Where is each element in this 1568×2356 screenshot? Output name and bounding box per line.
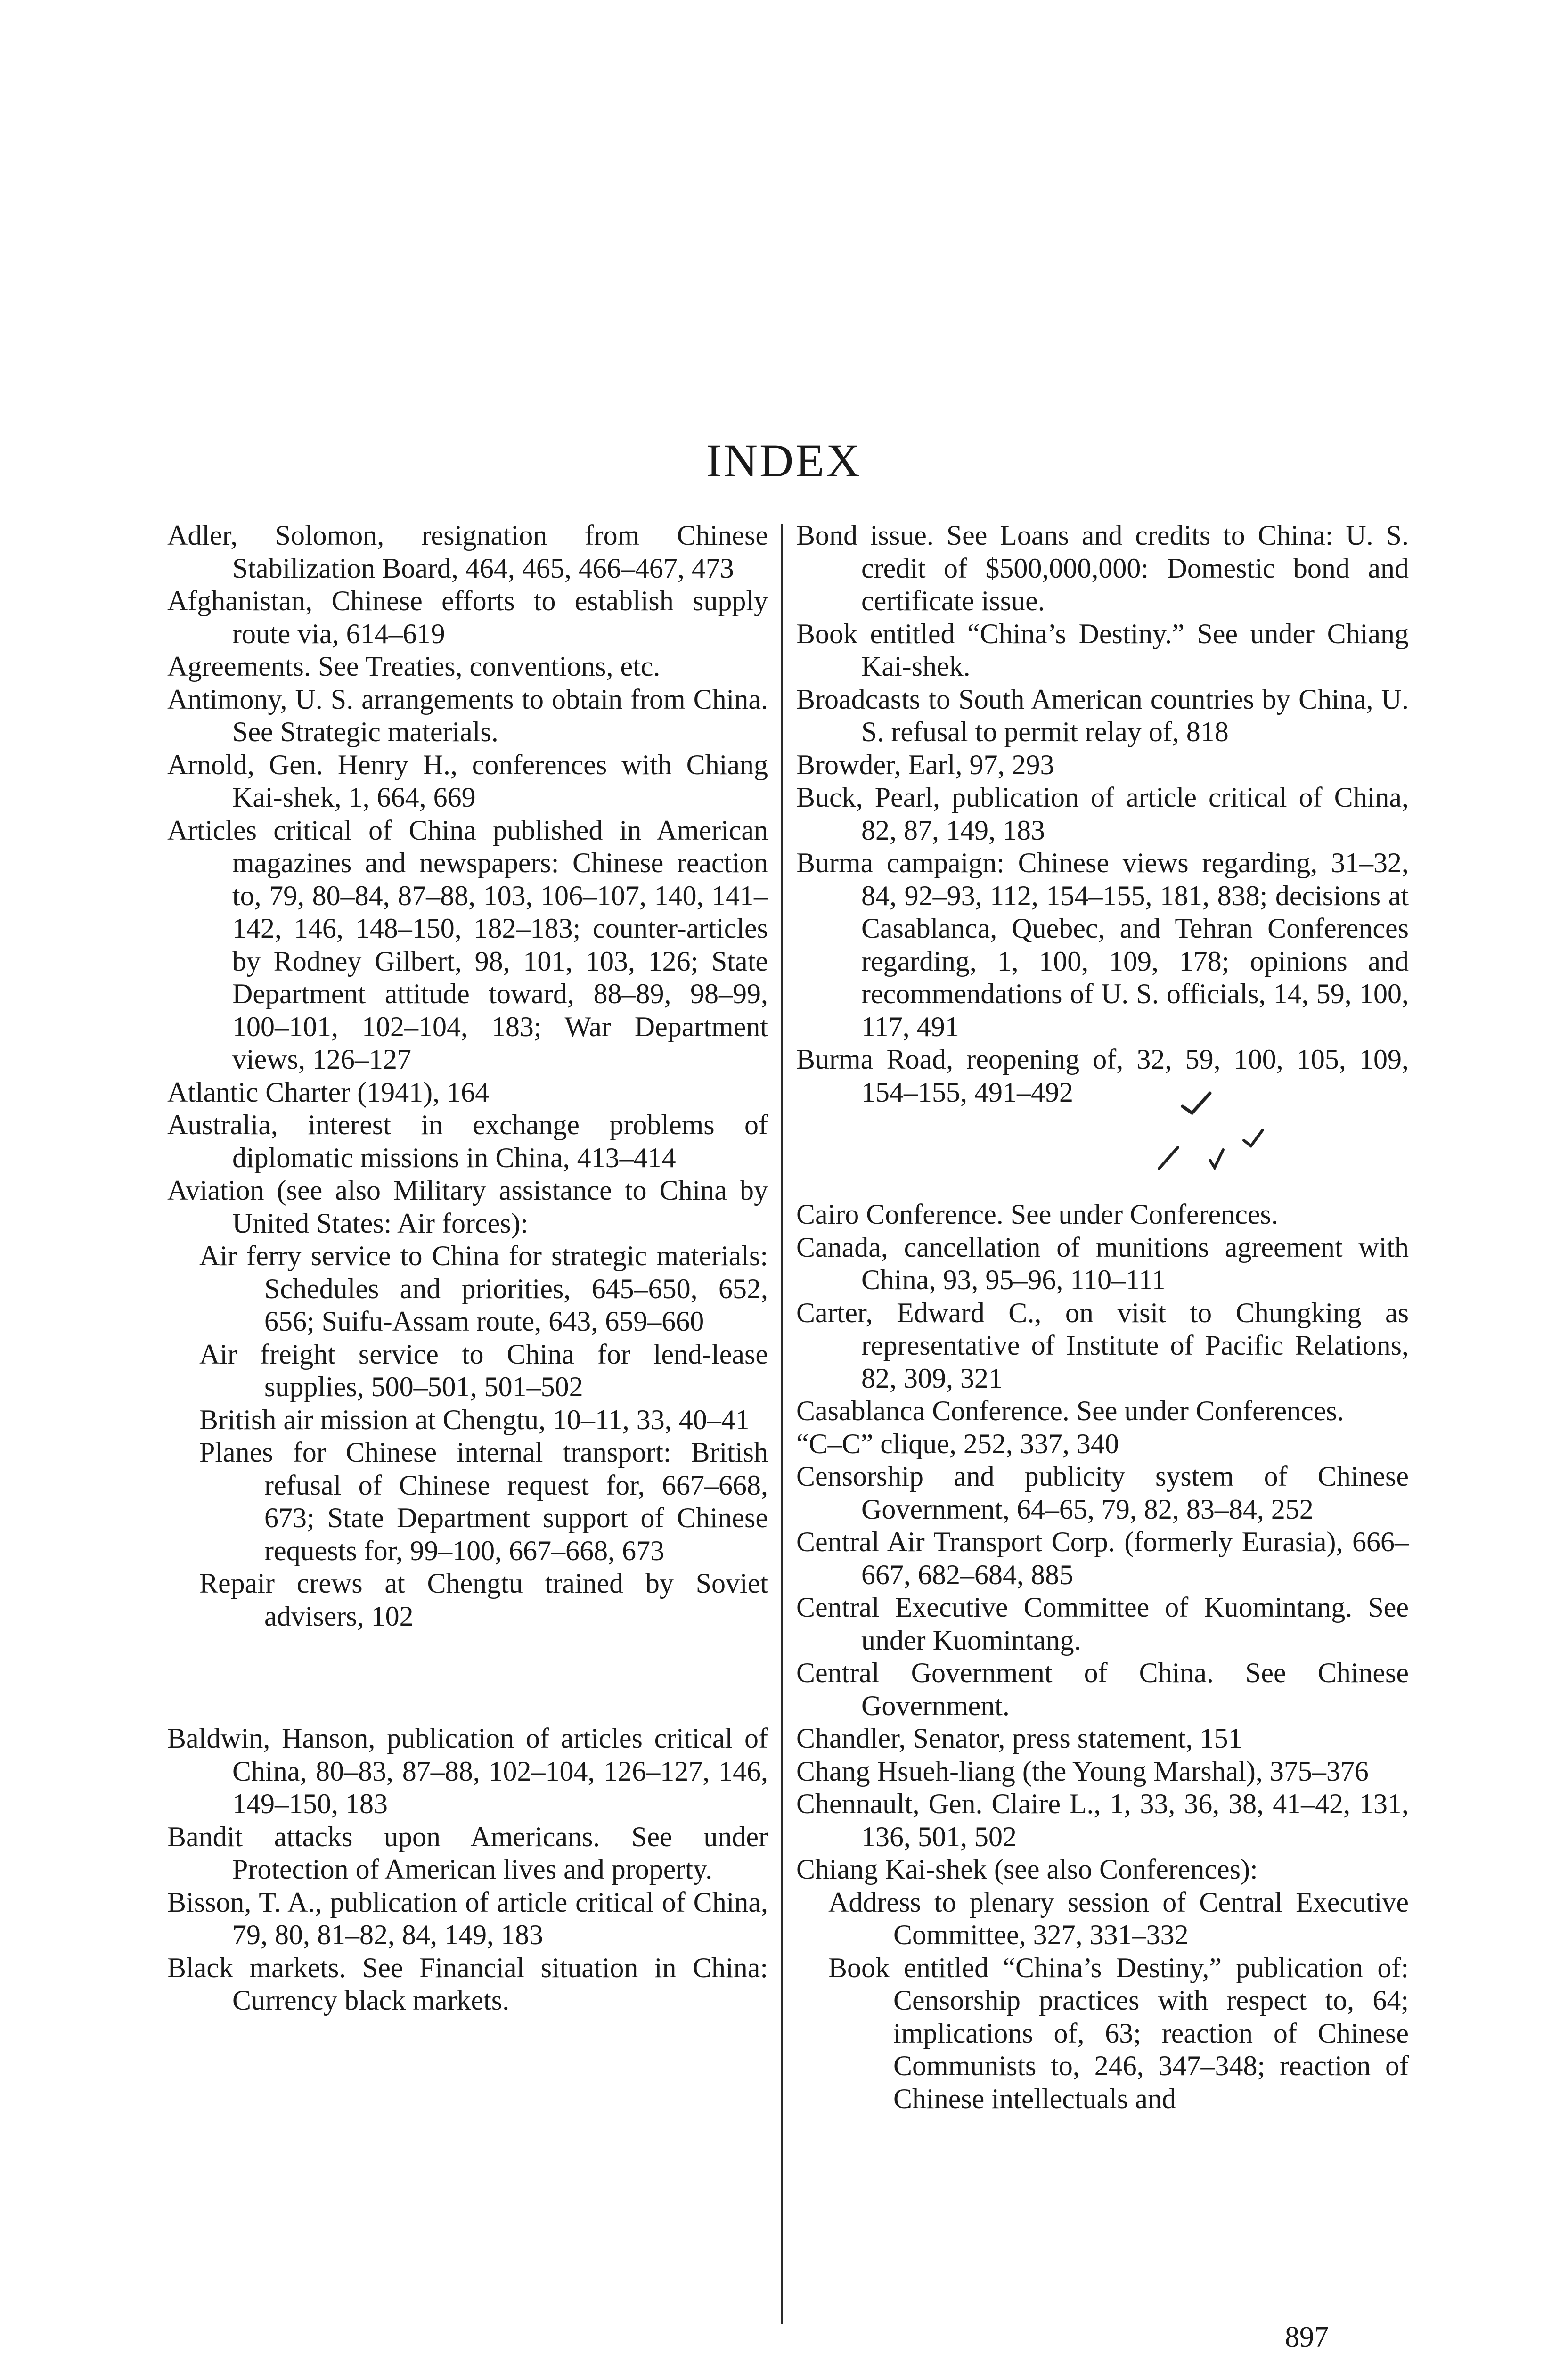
index-entry: Chandler, Senator, press statement, 151 (796, 1723, 1242, 1754)
index-entry: Book entitled “China’s Destiny.” See under Chiang Kai-shek. (796, 618, 1409, 682)
index-subentry: Book entitled “China’s Destiny,” publication of: Censorship practices with respect to, 64; implications of, 63; reaction of Chinese Communists to, 246, 347–348; reaction of Chinese intellectuals and (828, 1952, 1409, 2114)
section-gap (167, 1661, 768, 1694)
index-entry: Browder, Earl, 97, 293 (796, 749, 1054, 780)
index-entry: Burma campaign: Chinese views regarding, 31–32, 84, 92–93, 112, 154–155, 181, 838; decisions at Casablanca, Quebec, and Tehran Conferences regarding, 1, 100, 109, 178; opinions and recommendations of U. S. officials, 14, 59, 100, 117, 491 (796, 847, 1409, 1042)
index-entry: Chiang Kai-shek (see also Conferences): (796, 1854, 1258, 1885)
index-subentry: Address to plenary session of Central Executive Committee, 327, 331–332 (828, 1886, 1409, 1950)
index-entry: Antimony, U. S. arrangements to obtain from China. See Strategic materials. (167, 683, 768, 747)
index-entry: Bandit attacks upon Americans. See under Protection of American lives and property. (167, 1821, 768, 1885)
right-column (796, 519, 1409, 2115)
index-subentry: Air ferry service to China for strategic materials: Schedules and priorities, 645–650, 652, 656; Suifu-Assam route, 643, 659–660 (199, 1240, 768, 1337)
index-entry: Australia, interest in exchange problems of diplomatic missions in China, 413–414 (167, 1109, 768, 1173)
index-entry: Chang Hsueh-liang (the Young Marshal), 375–376 (796, 1755, 1369, 1787)
index-entry: Adler, Solomon, resignation from Chinese Stabilization Board, 464, 465, 466–467, 473 (167, 520, 768, 584)
index-entry: Black markets. See Financial situation in China: Currency black markets. (167, 1952, 768, 2016)
index-entry: Broadcasts to South American countries by China, U. S. refusal to permit relay of, 818 (796, 683, 1409, 747)
column-divider (781, 524, 783, 2324)
index-entry: Bond issue. See Loans and credits to China: U. S. credit of $500,000,000: Domestic bond and certificate issue. (796, 520, 1409, 616)
index-entry: Baldwin, Hanson, publication of articles critical of China, 80–83, 87–88, 102–104, 126–127, 146, 149–150, 183 (167, 1723, 768, 1819)
index-entry: Atlantic Charter (1941), 164 (167, 1076, 490, 1108)
index-entry: Central Government of China. See Chinese Government. (796, 1657, 1409, 1721)
index-entry: Afghanistan, Chinese efforts to establish supply route via, 614–619 (167, 585, 768, 649)
index-entry: “C–C” clique, 252, 337, 340 (796, 1428, 1119, 1459)
index-subentry: British air mission at Chengtu, 10–11, 33, 40–41 (199, 1404, 750, 1435)
index-subentry: Repair crews at Chengtu trained by Soviet advisers, 102 (199, 1568, 768, 1632)
index-subentry: Planes for Chinese internal transport: British refusal of Chinese request for, 667–668, 673; State Department support of Chinese requests for, 99–100, 667–668, 673 (199, 1437, 768, 1566)
index-entry: Buck, Pearl, publication of article critical of China, 82, 87, 149, 183 (796, 782, 1409, 846)
index-entry: Arnold, Gen. Henry H., conferences with Chiang Kai-shek, 1, 664, 669 (167, 749, 768, 813)
page-number: 897 (1285, 2321, 1329, 2353)
index-entry: Central Executive Committee of Kuomintang. See under Kuomintang. (796, 1592, 1409, 1656)
index-entry: Burma Road, reopening of, 32, 59, 100, 105, 109, 154–155, 491–492 (796, 1044, 1409, 1108)
index-entry: Casablanca Conference. See under Conferences. (796, 1395, 1344, 1426)
page-title: INDEX (706, 434, 862, 487)
index-entry: Articles critical of China published in American magazines and newspapers: Chinese reaction to, 79, 80–84, 87–88, 103, 106–107, 140, 141–142, 146, 148–150, 182–183; counter-articles by Rodney Gilbert, 98, 101, 103, 126; State Department attitude toward, 88–89, 98–99, 100–101, 102–104, 183; War Department views, 126–127 (167, 814, 768, 1075)
index-entry: Cairo Conference. See under Conferences. (796, 1199, 1278, 1230)
left-column (167, 519, 768, 2017)
index-entry: Carter, Edward C., on visit to Chungking as representative of Institute of Pacific Relations, 82, 309, 321 (796, 1297, 1409, 1394)
index-entry: Chennault, Gen. Claire L., 1, 33, 36, 38, 41–42, 131, 136, 501, 502 (796, 1788, 1409, 1852)
index-entry: Canada, cancellation of munitions agreement with China, 93, 95–96, 110–111 (796, 1231, 1409, 1295)
section-gap (796, 1137, 1409, 1170)
index-entry: Bisson, T. A., publication of article critical of China, 79, 80, 81–82, 84, 149, 183 (167, 1886, 768, 1950)
index-entry: Agreements. See Treaties, conventions, etc. (167, 651, 661, 682)
index-entry: Central Air Transport Corp. (formerly Eurasia), 666–667, 682–684, 885 (796, 1526, 1409, 1590)
index-subentry: Air freight service to China for lend-lease supplies, 500–501, 501–502 (199, 1338, 768, 1402)
index-entry: Censorship and publicity system of Chinese Government, 64–65, 79, 82, 83–84, 252 (796, 1461, 1409, 1525)
index-entry: Aviation (see also Military assistance to China by United States: Air forces): (167, 1175, 768, 1239)
